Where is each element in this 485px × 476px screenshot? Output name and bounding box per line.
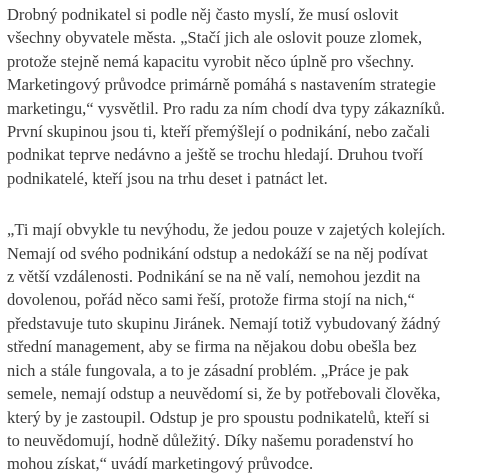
- article-body: [7, 3, 483, 476]
- text-line: dovolenou, pořád něco sami řeší, protože firma stojí na nich,“: [7, 290, 415, 310]
- text-line: protože stejně nemá kapacitu vyrobit něco úplně pro všechny.: [7, 51, 415, 71]
- text-line: marketingu,“ vysvětlil. Pro radu za ním chodí dva typy zákazníků.: [7, 98, 446, 118]
- text-line: to neuvědomují, hodně důležitý. Díky našemu poradenství ho: [7, 430, 414, 450]
- text-line: Marketingový průvodce primárně pomáhá s nastavením strategie: [7, 75, 436, 95]
- text-line: střední management, aby se firma na nějakou dobu obešla bez: [7, 337, 417, 357]
- text-line: představuje tuto skupinu Jiránek. Nemají totiž vybudovaný žádný: [7, 313, 441, 333]
- text-line: semele, nemají odstup a neuvědomí si, že by potřebovali člověka,: [7, 384, 441, 404]
- text-line: nich a stále fungovala, a to je zásadní problém. „Práce je pak: [7, 360, 409, 380]
- text-line: všechny obyvatele města. „Stačí jich ale oslovit pouze zlomek,: [7, 28, 423, 48]
- paragraph-2: [7, 218, 483, 475]
- text-line: z větší vzdálenosti. Podnikání se na ně valí, nemohou jezdit na: [7, 267, 421, 287]
- text-line: Nemají od svého podnikání odstup a nedokáží se na něj podívat: [7, 243, 428, 263]
- text-line: podnikat teprve nedávno a ještě se trochu hledají. Druhou tvoří: [7, 145, 424, 165]
- text-line: Drobný podnikatel si podle něj často myslí, že musí oslovit: [7, 5, 399, 24]
- text-line: který by je zastoupil. Odstup je pro spoustu podnikatelů, kteří si: [7, 407, 430, 427]
- paragraph-1: [7, 3, 483, 190]
- text-line: První skupinou jsou ti, kteří přemýšlejí o podnikání, nebo začali: [7, 122, 430, 142]
- text-line: podnikatelé, kteří jsou na trhu deset i patnáct let.: [7, 168, 328, 188]
- text-line: mohou získat,“ uvádí marketingový průvodce.: [7, 454, 314, 474]
- text-line: „Ti mají obvykle tu nevýhodu, že jedou pouze v zajetých kolejích.: [7, 220, 446, 240]
